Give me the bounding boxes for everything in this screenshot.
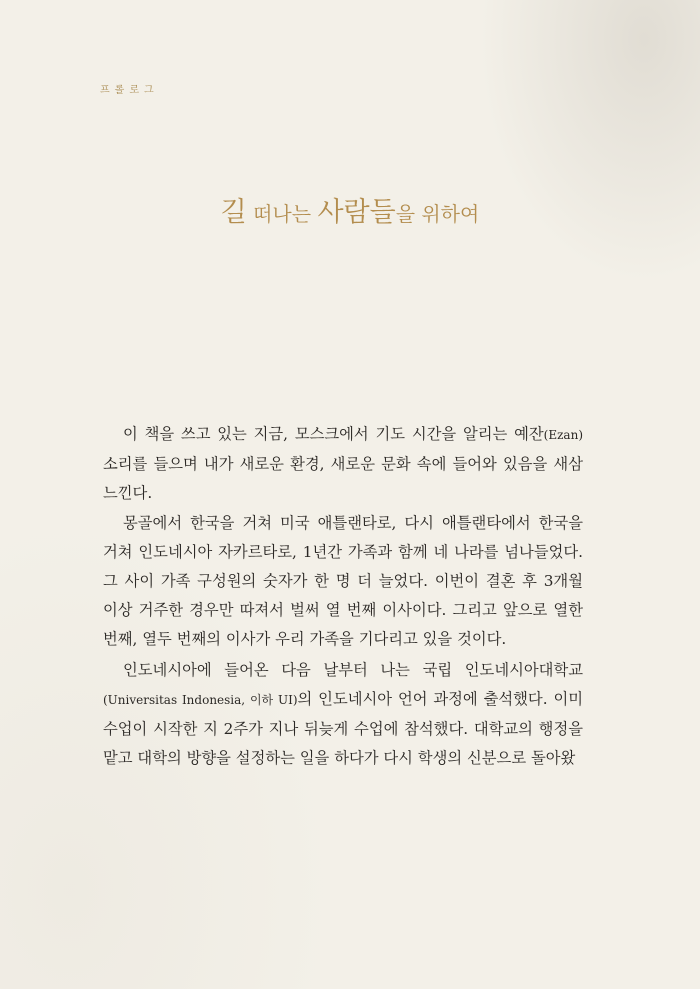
paragraph [103, 509, 583, 656]
body-text [103, 420, 583, 773]
paragraph-latin-text: (Universitas Indonesia, 이하 UI) [103, 692, 298, 707]
paragraph [103, 420, 583, 509]
paragraph-latin-text: (Ezan) [543, 428, 583, 442]
paragraph-text: 인도네시아에 들어온 다음 날부터 나는 국립 인도네시아대학교 [123, 660, 583, 679]
title-part-3: 사람들 [317, 197, 396, 228]
paragraph-text: 몽골에서 한국을 거쳐 미국 애틀랜타로, 다시 애틀랜타에서 한국을 거쳐 인도네시아 자카르타로, 1년간 가족과 함께 네 나라를 넘나들었다. 그 사이 가족 구성원의 숫자가 한 명 더 늘었다. 이번이 결혼 후 3개월 이상 거주한 경우만 따져서 벌써 열 번째 이사이다. 그리고 앞으로 열한 번째, 열두 번째의 이사가 우리 가족을 기다리고 있을 것이다. [103, 513, 583, 649]
title-part-1: 길 [220, 197, 247, 228]
paragraph-text: 이 책을 쓰고 있는 지금, 모스크에서 기도 시간을 알리는 예잔 [123, 425, 544, 443]
paragraph [103, 656, 583, 774]
paragraph-text: 의 인도네시아 언어 과정에 출석했다. 이미 수업이 시작한 지 2주가 지나 뒤늦게 수업에 참석했다. 대학교의 행정을 맡고 대학의 방향을 설정하는 일을 하다가 다시 학생의 신분으로 돌아왔 [103, 689, 583, 768]
chapter-title [0, 190, 700, 229]
title-part-2: 떠나는 [246, 202, 318, 226]
paragraph-text: 소리를 들으며 내가 새로운 환경, 새로운 문화 속에 들어와 있음을 새삼 느낀다. [103, 455, 583, 503]
section-label: 프롤로그 [100, 85, 159, 96]
title-part-4: 을 위하여 [395, 202, 480, 226]
